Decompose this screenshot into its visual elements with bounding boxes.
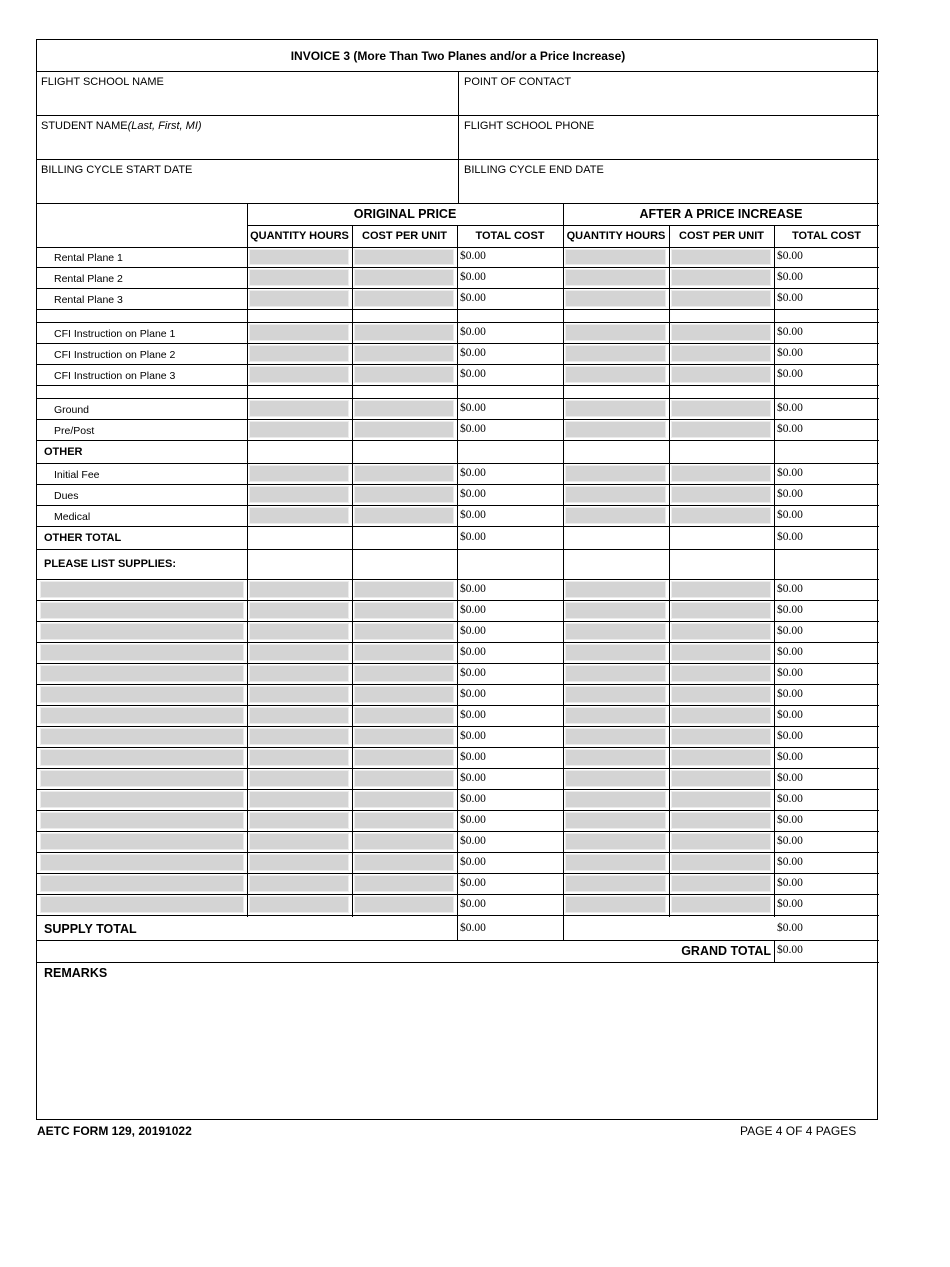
grand-total-label: GRAND TOTAL [681,944,771,958]
after-increase-header: AFTER A PRICE INCREASE [639,207,803,221]
supply-14-total-original: $0.00 [460,855,486,868]
cfi-plane-3-cost-after[interactable] [671,366,771,383]
row-label-cfi-plane-1: CFI Instruction on Plane 1 [54,327,176,340]
supply-16-quantity-original[interactable] [249,896,349,913]
supply-4-cost-after[interactable] [671,644,771,661]
rental-plane-1-total-original: $0.00 [460,250,486,262]
supply-8-quantity-original[interactable] [249,728,349,745]
supply-12-quantity-original[interactable] [249,812,349,829]
supply-4-total-after: $0.00 [777,645,803,658]
flight-school-phone-label: FLIGHT SCHOOL PHONE [464,120,595,132]
grid-line [37,621,879,622]
point-of-contact-label: POINT OF CONTACT [464,76,572,88]
ground-cost-after[interactable] [671,400,771,417]
medical-total-after: $0.00 [777,508,803,521]
supply-6-total-original: $0.00 [460,687,486,700]
grid-line [37,852,879,853]
supply-2-quantity-original[interactable] [249,602,349,619]
supply-3-cost-after[interactable] [671,623,771,640]
pre-post-total-original: $0.00 [460,422,486,435]
rental-plane-2-quantity-original[interactable] [249,269,349,286]
supply-4-description[interactable] [40,644,244,661]
other-total-original: $0.00 [460,530,486,543]
supply-10-description[interactable] [40,770,244,787]
remarks-input[interactable] [41,985,875,1115]
supply-9-total-original: $0.00 [460,750,486,763]
supply-3-description[interactable] [40,623,244,640]
supply-1-quantity-original[interactable] [249,581,349,598]
billing-end-input[interactable] [464,179,875,201]
cfi-plane-3-quantity-original[interactable] [249,366,349,383]
supply-15-total-original: $0.00 [460,876,486,889]
supply-14-cost-after[interactable] [671,854,771,871]
supply-16-total-after: $0.00 [777,897,803,910]
grid-line [37,894,879,895]
billing-start-label: BILLING CYCLE START DATE [41,164,193,176]
grid-line [669,225,670,917]
ground-cost-original[interactable] [354,400,454,417]
dues-quantity-after[interactable] [565,486,666,503]
supply-16-description[interactable] [40,896,244,913]
supply-10-quantity-original[interactable] [249,770,349,787]
supply-15-cost-after[interactable] [671,875,771,892]
grid-line [37,642,879,643]
supply-4-quantity-original[interactable] [249,644,349,661]
student-name-input[interactable] [41,135,453,157]
supply-10-quantity-after[interactable] [565,770,666,787]
supply-1-cost-after[interactable] [671,581,771,598]
rental-plane-3-total-after: $0.00 [777,291,803,304]
billing-start-input[interactable] [41,179,453,201]
rental-plane-1-quantity-original[interactable] [249,249,349,265]
point-of-contact-input[interactable] [464,91,875,113]
ground-quantity-original[interactable] [249,400,349,417]
rental-plane-3-quantity-after[interactable] [565,290,666,307]
supply-6-cost-after[interactable] [671,686,771,703]
cfi-plane-3-cost-original[interactable] [354,366,454,383]
cfi-plane-1-total-original: $0.00 [460,325,486,338]
supply-9-quantity-after[interactable] [565,749,666,766]
row-label-rental-plane-1: Rental Plane 1 [54,252,123,264]
cfi-plane-2-quantity-original[interactable] [249,345,349,362]
supply-8-quantity-after[interactable] [565,728,666,745]
cfi-plane-1-quantity-original[interactable] [249,324,349,341]
ground-quantity-after[interactable] [565,400,666,417]
grid-line [37,915,879,916]
supply-2-total-original: $0.00 [460,603,486,616]
initial-fee-total-original: $0.00 [460,466,486,479]
remarks-label: REMARKS [44,966,108,980]
supplies-section-label: PLEASE LIST SUPPLIES: [44,558,177,570]
supply-7-quantity-original[interactable] [249,707,349,724]
supply-1-description[interactable] [40,581,244,598]
initial-fee-total-after: $0.00 [777,466,803,479]
grid-line [352,225,353,917]
invoice-form [36,39,878,1120]
cfi-plane-1-total-after: $0.00 [777,325,803,338]
supply-5-total-after: $0.00 [777,666,803,679]
supply-8-total-original: $0.00 [460,729,486,742]
supply-1-quantity-after[interactable] [565,581,666,598]
row-label-cfi-plane-2: CFI Instruction on Plane 2 [54,348,176,361]
pre-post-total-after: $0.00 [777,422,803,435]
row-label-rental-plane-3: Rental Plane 3 [54,293,123,306]
grid-line [37,705,879,706]
flight-school-name-label: FLIGHT SCHOOL NAME [41,76,164,88]
form-title: INVOICE 3 (More Than Two Planes and/or a Price Increase) [290,49,626,63]
cfi-plane-2-quantity-after[interactable] [565,345,666,362]
initial-fee-quantity-after[interactable] [565,465,666,482]
cfi-plane-1-quantity-after[interactable] [565,324,666,341]
supply-5-cost-after[interactable] [671,665,771,682]
supply-10-cost-original[interactable] [354,770,454,787]
medical-quantity-after[interactable] [565,507,666,524]
supply-2-quantity-after[interactable] [565,602,666,619]
rental-plane-3-quantity-original[interactable] [249,290,349,307]
supply-6-cost-original[interactable] [354,686,454,703]
supply-14-quantity-original[interactable] [249,854,349,871]
supply-4-cost-original[interactable] [354,644,454,661]
supply-5-cost-original[interactable] [354,665,454,682]
medical-cost-original[interactable] [354,507,454,524]
grid-line [37,579,879,580]
rental-plane-2-total-original: $0.00 [460,270,486,283]
grid-line [37,684,879,685]
supply-11-quantity-after[interactable] [565,791,666,808]
supply-6-total-after: $0.00 [777,687,803,700]
form-identifier: AETC FORM 129, 20191022 [37,1124,192,1138]
other-total-after: $0.00 [777,530,803,543]
rental-plane-2-quantity-after[interactable] [565,269,666,286]
supply-11-cost-after[interactable] [671,791,771,808]
grid-line [37,810,879,811]
supply-13-total-original: $0.00 [460,834,486,847]
supply-13-quantity-after[interactable] [565,833,666,850]
grid-line [37,726,879,727]
row-label-pre-post: Pre/Post [54,424,95,437]
rental-plane-1-quantity-after[interactable] [565,249,666,265]
rental-plane-1-cost-after[interactable] [671,249,771,265]
ground-total-original: $0.00 [460,401,486,414]
medical-total-original: $0.00 [460,508,486,521]
cfi-plane-2-total-after: $0.00 [777,346,803,359]
supply-7-quantity-after[interactable] [565,707,666,724]
supply-15-total-after: $0.00 [777,876,803,889]
dues-total-after: $0.00 [777,487,803,500]
supply-6-quantity-original[interactable] [249,686,349,703]
grid-line [37,663,879,664]
initial-fee-quantity-original[interactable] [249,465,349,482]
supply-5-total-original: $0.00 [460,666,486,679]
supply-10-total-after: $0.00 [777,771,803,784]
grid-line [774,940,775,962]
supply-15-quantity-after[interactable] [565,875,666,892]
dues-total-original: $0.00 [460,487,486,500]
supply-12-total-after: $0.00 [777,813,803,826]
cfi-plane-1-cost-after[interactable] [671,324,771,341]
grid-line [37,768,879,769]
grid-line [37,159,879,160]
rental-plane-1-total-after: $0.00 [777,250,803,262]
initial-fee-cost-after[interactable] [671,465,771,482]
total-cost-header-after: TOTAL COST [791,230,862,242]
supply-8-cost-original[interactable] [354,728,454,745]
supply-11-total-after: $0.00 [777,792,803,805]
supply-9-description[interactable] [40,749,244,766]
grid-line [457,917,458,940]
supply-15-quantity-original[interactable] [249,875,349,892]
ground-total-after: $0.00 [777,401,803,414]
supply-1-total-after: $0.00 [777,582,803,595]
cfi-plane-2-cost-original[interactable] [354,345,454,362]
rental-plane-2-total-after: $0.00 [777,270,803,283]
supply-4-quantity-after[interactable] [565,644,666,661]
student-name-label [41,117,202,135]
grid-line [37,115,879,116]
supply-15-cost-original[interactable] [354,875,454,892]
grid-line [563,203,564,940]
original-price-header: ORIGINAL PRICE [353,207,457,221]
supply-4-total-original: $0.00 [460,645,486,658]
supply-10-cost-after[interactable] [671,770,771,787]
dues-cost-after[interactable] [671,486,771,503]
grid-line [37,789,879,790]
supply-13-total-after: $0.00 [777,834,803,847]
grid-line [37,747,879,748]
supply-5-quantity-after[interactable] [565,665,666,682]
supply-2-cost-after[interactable] [671,602,771,619]
supply-5-description[interactable] [40,665,244,682]
supply-12-total-original: $0.00 [460,813,486,826]
row-label-ground: Ground [54,403,90,416]
supply-16-total-original: $0.00 [460,897,486,910]
rental-plane-1-cost-original[interactable] [354,249,454,265]
supply-14-quantity-after[interactable] [565,854,666,871]
supply-7-total-original: $0.00 [460,708,486,721]
supply-12-description[interactable] [40,812,244,829]
grand-total-value: $0.00 [777,944,803,956]
supply-13-cost-after[interactable] [671,833,771,850]
supply-8-cost-after[interactable] [671,728,771,745]
medical-cost-after[interactable] [671,507,771,524]
dues-quantity-original[interactable] [249,486,349,503]
cfi-plane-2-total-original: $0.00 [460,346,486,359]
supply-7-total-after: $0.00 [777,708,803,721]
supply-12-cost-original[interactable] [354,812,454,829]
page-number: PAGE 4 OF 4 PAGES [740,1124,857,1138]
supply-9-cost-after[interactable] [671,749,771,766]
other-total-label: OTHER TOTAL [44,531,122,544]
supply-14-cost-original[interactable] [354,854,454,871]
supply-16-cost-original[interactable] [354,896,454,913]
supply-total-label: SUPPLY TOTAL [44,921,137,936]
cfi-plane-1-cost-original[interactable] [354,324,454,341]
pre-post-cost-original[interactable] [354,421,454,438]
row-label-cfi-plane-3: CFI Instruction on Plane 3 [54,369,176,382]
supply-11-quantity-original[interactable] [249,791,349,808]
supply-1-cost-original[interactable] [354,581,454,598]
supply-10-total-original: $0.00 [460,771,486,784]
supply-9-quantity-original[interactable] [249,749,349,766]
other-section-label: OTHER [44,445,83,458]
supply-14-description[interactable] [40,854,244,871]
supply-3-quantity-after[interactable] [565,623,666,640]
supply-12-quantity-after[interactable] [565,812,666,829]
cfi-plane-3-total-original: $0.00 [460,367,486,380]
rental-plane-3-cost-after[interactable] [671,290,771,307]
row-label-medical: Medical [54,510,91,523]
supply-2-cost-original[interactable] [354,602,454,619]
pre-post-cost-after[interactable] [671,421,771,438]
supply-9-cost-original[interactable] [354,749,454,766]
pre-post-quantity-after[interactable] [565,421,666,438]
grid-line [37,873,879,874]
supply-3-quantity-original[interactable] [249,623,349,640]
rental-plane-2-cost-after[interactable] [671,269,771,286]
supply-13-description[interactable] [40,833,244,850]
initial-fee-cost-original[interactable] [354,465,454,482]
grid-line [458,71,459,203]
supply-7-cost-original[interactable] [354,707,454,724]
rental-plane-3-cost-original[interactable] [354,290,454,307]
supply-11-cost-original[interactable] [354,791,454,808]
supply-12-cost-after[interactable] [671,812,771,829]
supply-7-description[interactable] [40,707,244,724]
flight-school-phone-input[interactable] [464,135,875,157]
total-cost-header-original: TOTAL COST [475,230,545,242]
supply-13-quantity-original[interactable] [249,833,349,850]
supply-5-quantity-original[interactable] [249,665,349,682]
supply-1-total-original: $0.00 [460,582,486,595]
billing-end-label: BILLING CYCLE END DATE [464,164,604,176]
supply-6-description[interactable] [40,686,244,703]
rental-plane-2-cost-original[interactable] [354,269,454,286]
supply-9-total-after: $0.00 [777,750,803,763]
supply-15-description[interactable] [40,875,244,892]
cfi-plane-3-quantity-after[interactable] [565,366,666,383]
student-name-hint: (Last, First, MI) [127,120,202,132]
rental-plane-3-total-original: $0.00 [460,291,486,304]
supply-7-cost-after[interactable] [671,707,771,724]
supply-16-cost-after[interactable] [671,896,771,913]
supply-14-total-after: $0.00 [777,855,803,868]
quantity-hours-header-after: QUANTITY HOURS [566,230,666,242]
dues-cost-original[interactable] [354,486,454,503]
supply-total-after: $0.00 [777,921,803,934]
supply-total-original: $0.00 [460,921,486,934]
row-label-dues: Dues [54,489,79,502]
quantity-hours-header-original: QUANTITY HOURS [250,230,349,242]
grid-line [37,831,879,832]
supply-11-total-original: $0.00 [460,792,486,805]
cfi-plane-2-cost-after[interactable] [671,345,771,362]
cost-per-unit-header-original: COST PER UNIT [362,230,447,242]
supply-13-cost-original[interactable] [354,833,454,850]
cost-per-unit-header-after: COST PER UNIT [679,230,764,242]
flight-school-name-input[interactable] [41,91,453,113]
supply-16-quantity-after[interactable] [565,896,666,913]
supply-3-total-original: $0.00 [460,624,486,637]
supply-2-total-after: $0.00 [777,603,803,616]
supply-11-description[interactable] [40,791,244,808]
supply-2-description[interactable] [40,602,244,619]
cfi-plane-3-total-after: $0.00 [777,367,803,380]
supply-3-cost-original[interactable] [354,623,454,640]
grid-line [457,225,458,917]
student-name-label-text: STUDENT NAME [41,120,128,132]
grid-line [37,600,879,601]
supply-6-quantity-after[interactable] [565,686,666,703]
supply-8-description[interactable] [40,728,244,745]
pre-post-quantity-original[interactable] [249,421,349,438]
supply-3-total-after: $0.00 [777,624,803,637]
grid-line [774,225,775,917]
row-label-initial-fee: Initial Fee [54,468,100,481]
supply-8-total-after: $0.00 [777,729,803,742]
medical-quantity-original[interactable] [249,507,349,524]
row-label-rental-plane-2: Rental Plane 2 [54,272,123,285]
